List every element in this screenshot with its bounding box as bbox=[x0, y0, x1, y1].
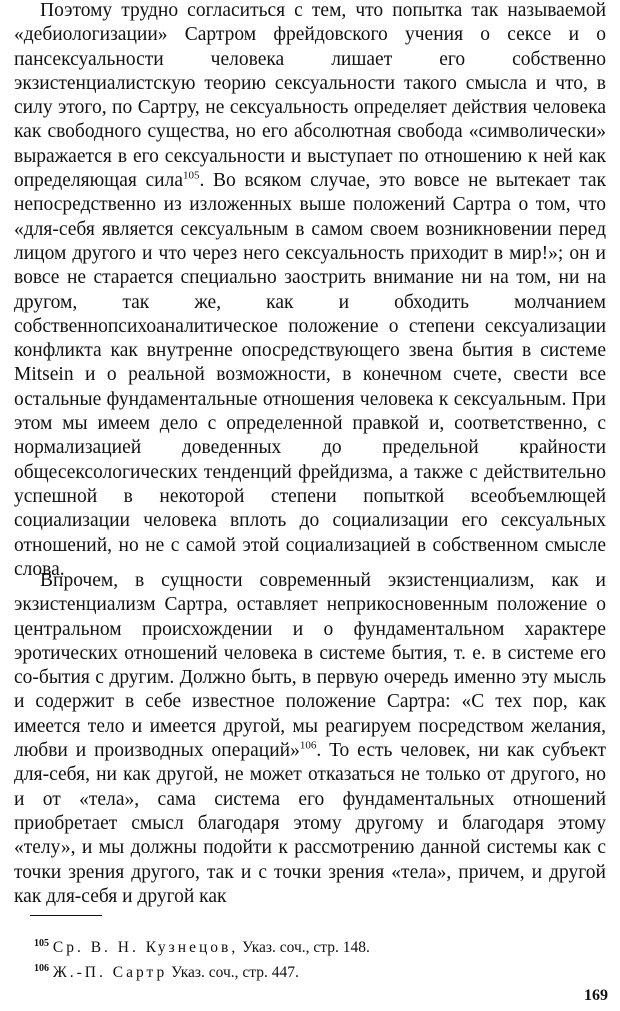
footnote-number: 105 bbox=[34, 937, 49, 949]
paragraph-text bbox=[14, 569, 606, 909]
paragraph-text-part: . Во всяком случае, это вовсе не вытекает так непосредственно из изложенных выше положений Сартра о том, что «для-себя является сексуальным в самом своем возникновении перед лицом другого и что через него сексуальность приходит в мир!»; он и вовсе не старается специально заострить внимание ни на том, ни на другом, так же, как и обходить молчанием собственнопсихоаналитическое положение о степени сексуализации конфликта как внутренне опосредствующего звена бытия в системе Mitsein и о реальной возможности, в конечном счете, свести все остальные фундаментальные отношения человека к сексуальным. При этом мы имеем дело с определенной правкой и, соответственно, с нормализацией доведенных до предельной крайности общесексологических тенденций фрейдизма, а также с действительно успешной в некоторой степени попыткой всеобъемлющей социализации человека вплоть до социализации его сексуальных отношений, но не с самой этой социализацией в собственном смысле слова. bbox=[14, 170, 606, 580]
body-paragraph-1 bbox=[14, 0, 606, 582]
footnotes bbox=[34, 935, 370, 985]
footnote-author: Ср. В. Н. Кузнецов, bbox=[52, 939, 239, 956]
footnote-author: Ж.-П. Сартр bbox=[52, 964, 168, 981]
footnote-ref-106[interactable]: 106 bbox=[299, 739, 317, 752]
footnote-number: 106 bbox=[34, 962, 49, 974]
footnote-source: Указ. соч., стр. 447. bbox=[171, 964, 299, 981]
paragraph-text-part: . То есть человек, ни как субъект для-себя, ни как другой, не может отказаться не только от другого, но и от «тела», сама система его фундаментальных отношений приобретает смысл благодаря этому другому и благодаря этому «телу», и мы должны подойти к рассмотрению данной системы как с точки зрения другого, так и с точки зрения «тела», причем, и другой как для-себя и другой как bbox=[14, 740, 606, 907]
page-number: 169 bbox=[584, 987, 608, 1004]
paragraph-text bbox=[14, 0, 606, 582]
footnote-divider bbox=[30, 915, 102, 916]
paragraph-text-part: Впрочем, в сущности современный экзистенциализм, как и экзистенциализм Сартра, оставляет неприкосновенным положение о центральном происхождении и о фундаментальном характере эротических отношений человека в системе бытия, т. е. в системе его со-бытия с другим. Должно быть, в первую очередь именно эту мысль и содержит в себе известное положение Сартра: «С тех пор, как имеется тело и имеется другой, мы реагируем посредством желания, любви и производных операций» bbox=[14, 570, 606, 762]
paragraph-text-part: Поэтому трудно согласиться с тем, что попытка так называемой «дебиологизации» Сартром фрейдовского учения о сексе и о пансексуальности человека лишает его собственно экзистенциалистскую теорию сексуальности такого смысла и что, в силу этого, по Сартру, не сексуальность определяет действия человека как свободного существа, но его абсолютная свобода «символически» выражается в его сексуальности и выступает по отношению к ней как определяющая сила bbox=[14, 0, 606, 192]
footnote-106 bbox=[34, 960, 370, 985]
footnote-105 bbox=[34, 935, 370, 960]
body-paragraph-2 bbox=[14, 569, 606, 909]
footnote-source: Указ. соч., стр. 148. bbox=[242, 939, 370, 956]
footnote-ref-105[interactable]: 105 bbox=[182, 169, 200, 182]
